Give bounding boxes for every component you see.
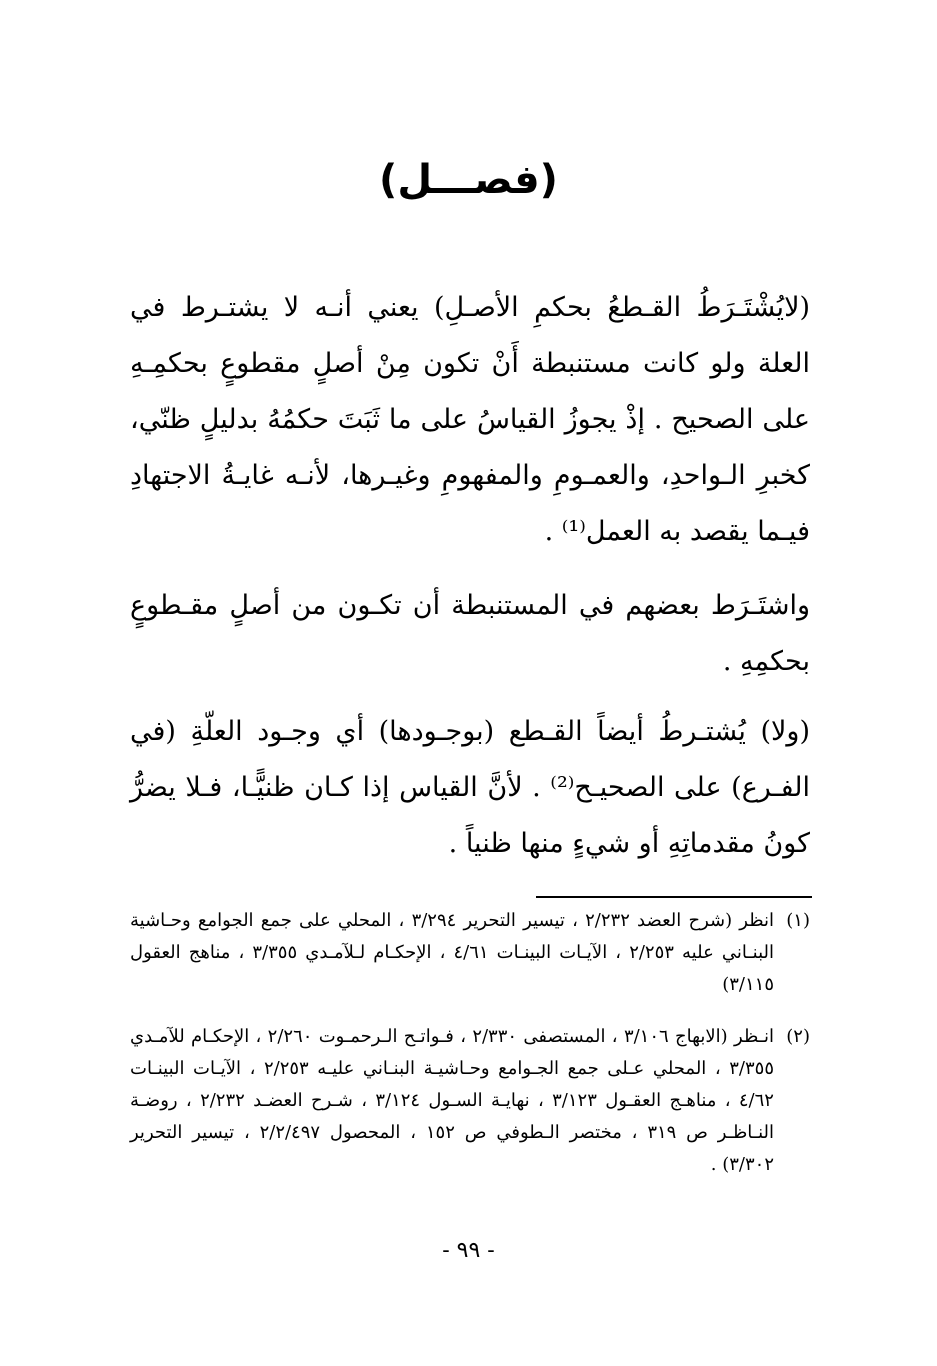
footnote-2 bbox=[130, 1021, 810, 1181]
paragraph-text: (لايُشْتَـرَطُ القـطعُ بحكمِ الأصـلِ) يعني أنـه لا يشتـرط في العلة ولو كانت مستنبطة أَنْ تكون مِنْ أصلٍ مقطوعٍ بحكمِـهِ على الصحيح . إذْ يجوزُ القياسُ على ما ثَبَتَ حكمُهُ بدليلٍ ظنّي، كخبرِ الـواحدِ، والعمـومِ والمفهومِ وغيـرها، لأنـه غايـةُ الاجتهادِ فيـما يقصد به العمل⁽¹⁾ . bbox=[130, 292, 810, 547]
footnote-number: (٢) bbox=[786, 1026, 810, 1047]
footnote-text: انـظر (الابهاج ٣/١٠٦ ، المستصفى ٢/٣٣٠ ، فـواتـح الـرحمـوت ٢/٢٦٠ ، الإحكـام للآمـدي ٣/٣٥٥ ، المحلي عـلى جمع الجـوامع وحـاشيـة البنـاني عليـه ٢/٢٥٣ ، الآيـات البينـات ٤/٦٢ ، مناهـج العقـول ٣/١٢٣ ، نهايـة السـول ٣/١٢٤ ، شـرح العضـد ٢/٢٣٢ ، روضـة النـاظـر ص ٣١٩ ، مختصر الـطوفي ص ١٥٢ ، المحصول ٢/٢/٤٩٧ ، تيسير التحرير ٣/٣٠٢) . bbox=[130, 1026, 774, 1175]
paragraph-text: واشتَـرَط بعضهم في المستنبطة أن تكـون من أصلٍ مقـطوعٍ بحكمِهِ . bbox=[130, 590, 810, 677]
section-title: (فصـــل) bbox=[379, 157, 558, 203]
footnote-number: (١) bbox=[786, 910, 810, 931]
paragraph-text: (ولا) يُشتـرطُ أيضاً القـطع (بوجـودها) أي وجـود العلّةِ (في الفـرع) على الصحيـح⁽²⁾ . لأنَّ القياس إذا كـان ظنيًّـا، فـلا يضرُّ كونُ مقدماتِهِ أو شيءٍ منها ظنياً . bbox=[130, 716, 810, 859]
footnote-text: انظر (شرح العضد ٢/٢٣٢ ، تيسير التحرير ٣/٢٩٤ ، المحلي على جمع الجوامع وحـاشية البنـاني عليه ٢/٢٥٣ ، الآيـات البينـات ٤/٦١ ، الإحكـام لـلآمـدي ٣/٣٥٥ ، مناهج العقول ٣/١١٥) bbox=[130, 910, 775, 995]
footnote-separator bbox=[536, 896, 812, 898]
page-number: - ٩٩ - bbox=[442, 1238, 495, 1263]
paragraph-3 bbox=[130, 704, 810, 872]
paragraph-1 bbox=[130, 280, 810, 560]
footnote-1 bbox=[130, 905, 810, 1001]
paragraph-2 bbox=[130, 578, 810, 690]
